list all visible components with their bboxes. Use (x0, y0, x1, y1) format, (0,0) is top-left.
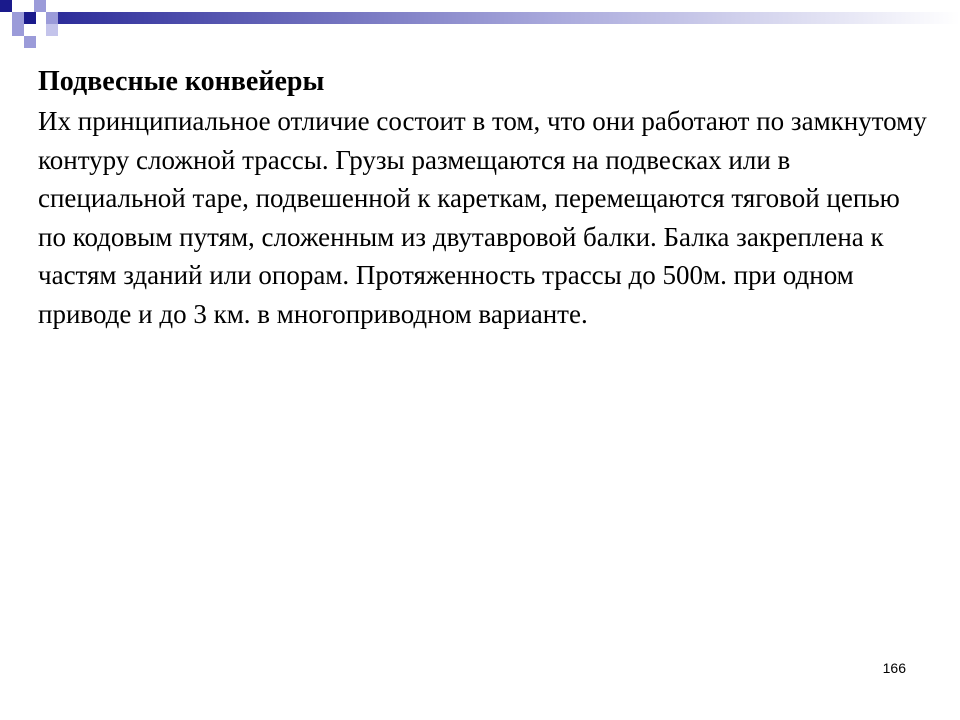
slide-body-text: Их принципиальное отличие состоит в том, что они работают по замкнутому контуру сложной трассы. Грузы размещаются на подвесках или в специальной таре, подвешенной к кареткам, перемещаются тяговой цепью по кодовым путям, сложенным из двутавровой балки. Балка закреплена к частям зданий или опорам. Протяженность трассы до 500м. при одном приводе и до 3 км. в многоприводном варианте. (38, 106, 927, 329)
page-number: 166 (882, 660, 906, 676)
slide-content (38, 62, 928, 333)
header-gradient-bar (58, 12, 960, 24)
header-decoration (0, 0, 960, 60)
header-squares-pattern (0, 0, 58, 48)
slide-title: Подвесные конвейеры (38, 66, 325, 97)
